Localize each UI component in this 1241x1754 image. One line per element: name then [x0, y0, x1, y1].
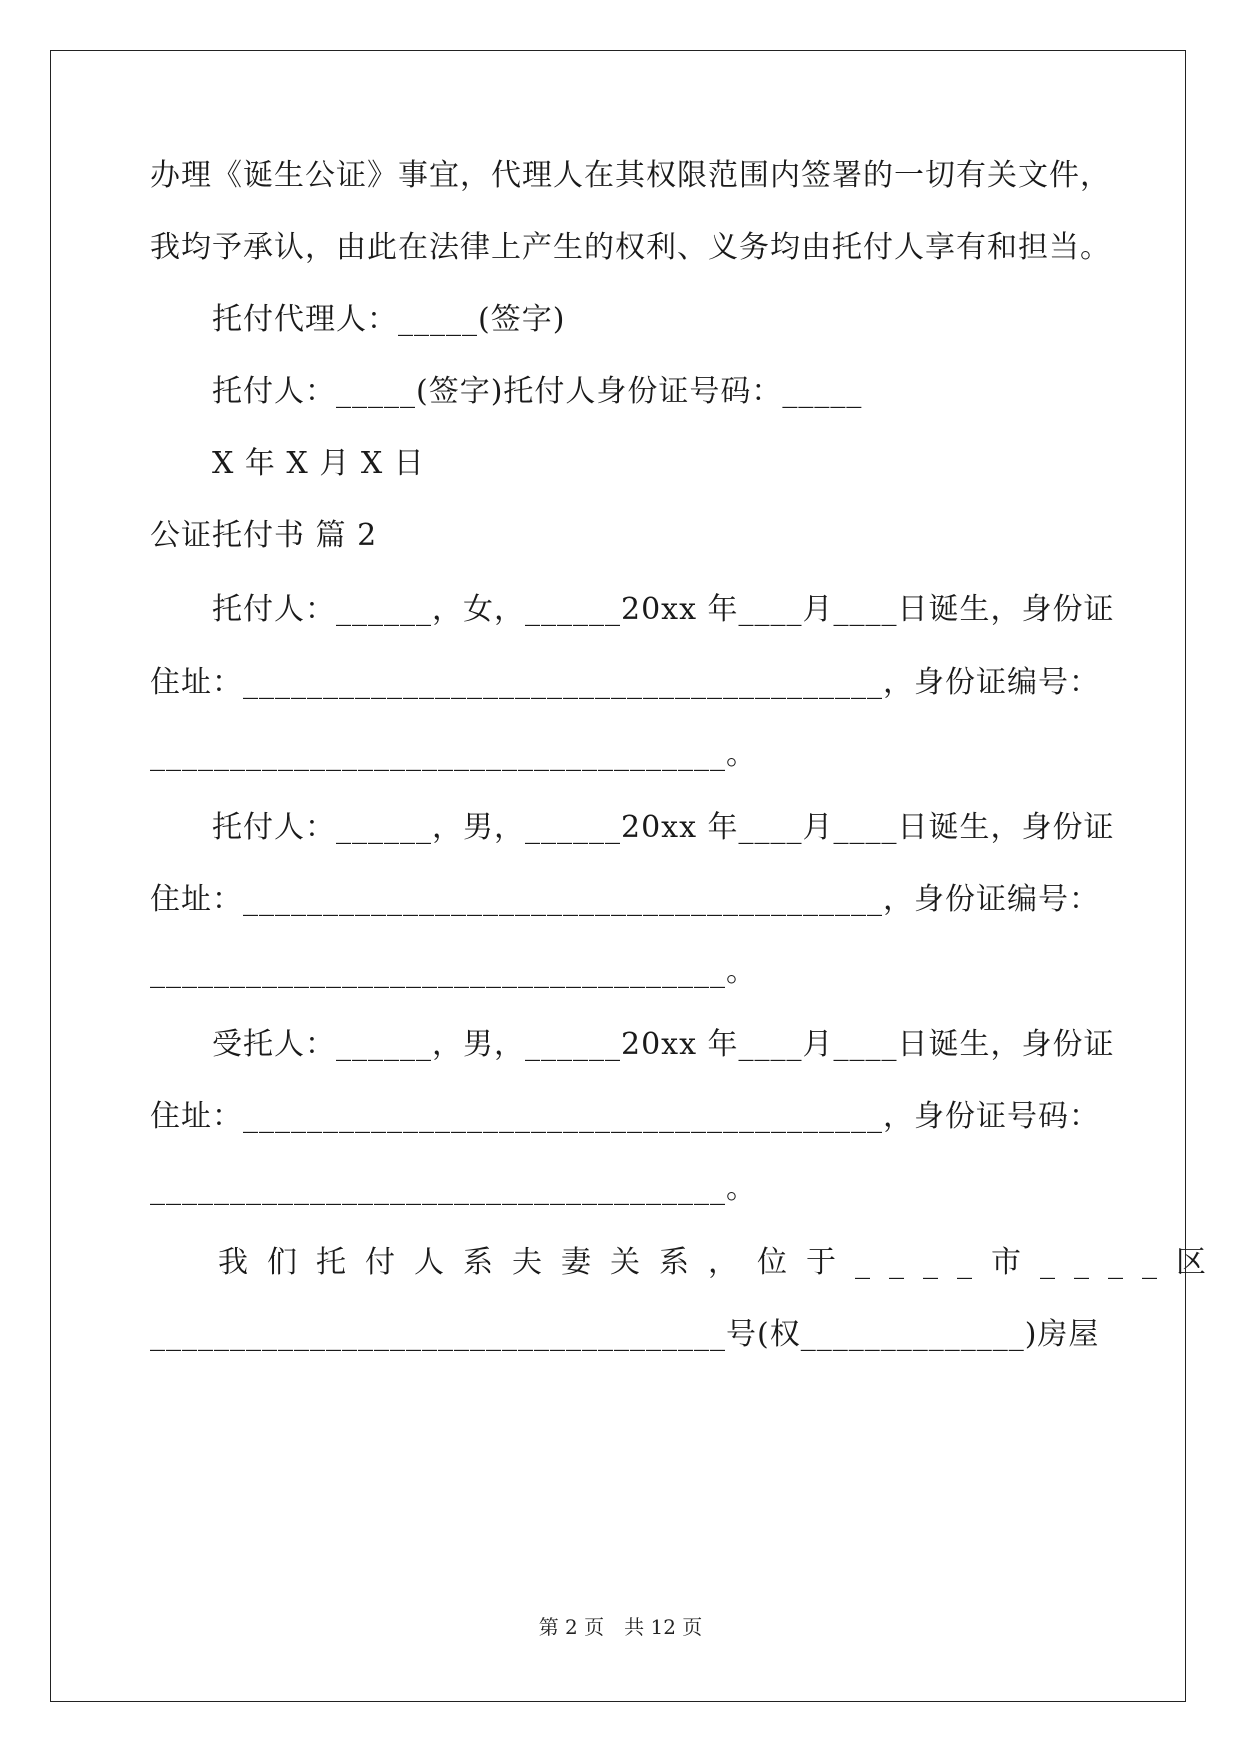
agent-signature-line: 托付代理人：_____(签字) [212, 302, 566, 337]
section-heading: 公证托付书 篇 2 [150, 518, 378, 553]
page-border [50, 50, 1225, 1702]
principal-1-id: ____________________________________。 [150, 737, 757, 772]
date-line: X 年 X 月 X 日 [212, 446, 425, 481]
agent-id: ____________________________________。 [150, 1171, 757, 1206]
principal-1-line: 托付人：______，女，______20xx 年____月____日诞生，身份证 [212, 592, 1115, 627]
property-line-1: 我们托付人系夫妻关系，位于____市____区 [218, 1245, 1225, 1280]
principal-signature-line: 托付人：_____(签字)托付人身份证号码：_____ [212, 374, 863, 409]
body-line-2: 我均予承认，由此在法律上产生的权利、义务均由托付人享有和担当。 [150, 230, 1111, 265]
page-footer: 第 2 页 共 12 页 [538, 1615, 703, 1639]
principal-1-address: 住址：________________________________________，身份证编号： [150, 665, 1100, 700]
body-line-1: 办理《诞生公证》事宜，代理人在其权限范围内签署的一切有关文件， [150, 158, 1111, 193]
agent-line: 受托人：______，男，______20xx 年____月____日诞生，身份证 [212, 1027, 1115, 1062]
agent-address: 住址：________________________________________，身份证号码： [150, 1099, 1100, 1134]
principal-2-address: 住址：________________________________________，身份证编号： [150, 882, 1100, 917]
property-line-2: ____________________________________号(权______________)房屋 [150, 1317, 1100, 1352]
principal-2-line: 托付人：______，男，______20xx 年____月____日诞生，身份证 [212, 810, 1115, 845]
principal-2-id: ____________________________________。 [150, 954, 757, 989]
